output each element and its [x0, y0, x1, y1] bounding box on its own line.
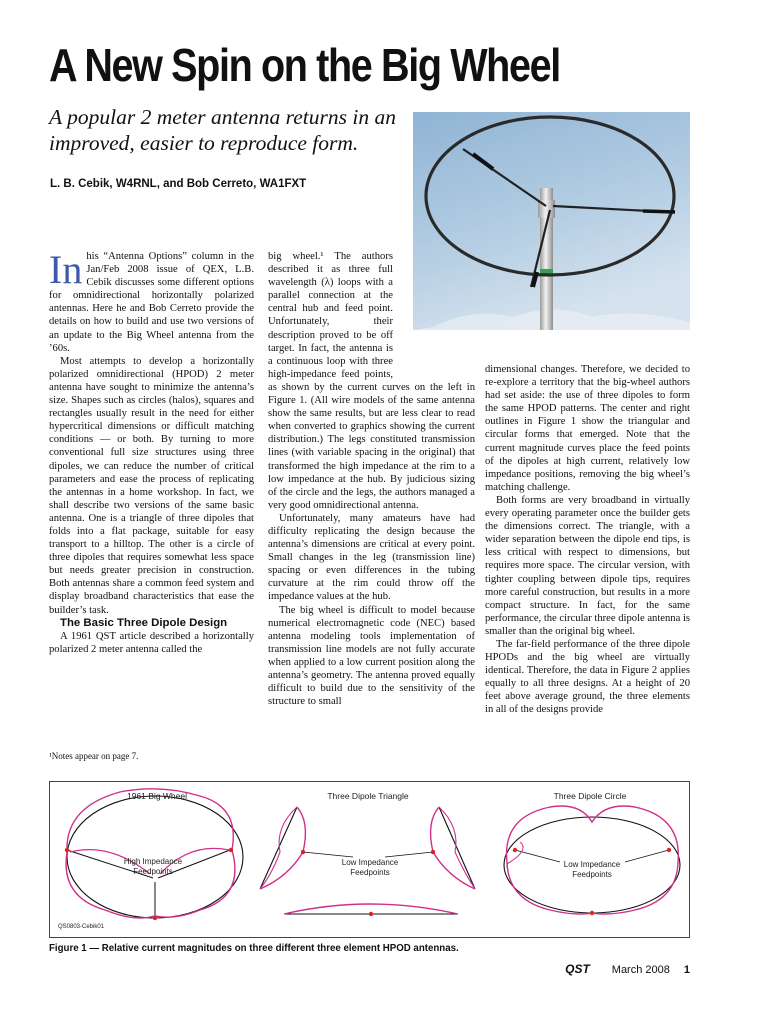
paragraph: Both forms are very broadband in virtually every operating parameter once the builder gets the dimensions correct. The triangle, with a wider separation between the dipole end tips, is less critical with respect to dimensions, but requires more space. The circular version, with tighter coupling between dipole tips, requires more careful construction, but results in a more compact structure. In fact, for the same performance, the circular three dipole antenna is smaller than the original big wheel.: [485, 494, 691, 637]
magazine-logo: QST: [565, 962, 590, 976]
footnote: ¹Notes appear on page 7.: [49, 751, 139, 761]
section-heading: The Basic Three Dipole Design: [60, 616, 228, 629]
big-wheel-outline: [65, 789, 243, 920]
author-byline: L. B. Cebik, W4RNL, and Bob Cerreto, WA1FXT: [50, 178, 307, 190]
panel-title-triangle: Three Dipole Triangle: [327, 791, 409, 801]
paragraph: his “Antenna Options” column in the Jan/Feb 2008 issue of QEX, L.B. Cebik discusses some different options for omnidirectional horizontally polarized antennas. Here he and Bob Cerreto provide the details on how to build and use two versions of an update to the Big Wheel antenna from the ’60s.: [49, 251, 254, 354]
page-footer: [565, 962, 690, 976]
circle-label-line1: Low Impedance: [563, 860, 621, 869]
text-column-2: [268, 250, 475, 708]
figure-file-id: QS0803-Cebik01: [58, 924, 105, 930]
paragraph: Most attempts to develop a horizontally polarized omnidirectional (HPOD) 2 meter antenna have sought to minimize the antenna’s size. Shapes such as circles (halos), squares and rectangles usually result in the need for either hypercritical dimensions or difficult matching conditions — or both. By turning to more conventional full size structures using three dipoles, we can reduce the number of critical parameters and ease the process of replicating the antennas in a home workshop. In fact, we shall describe two versions of the same basic antenna. One is a triangle of three dipoles that folds into a flat package, suitable for easy transport to a hilltop. The other is a circle of three dipoles that requires somewhat less space but needs greater precision in construction. Both antennas share a common feed system and display broadband characteristics that ease the builder’s task.: [49, 355, 254, 616]
paragraph: A 1961 QST article described a horizontally polarized 2 meter antenna called the: [49, 630, 254, 655]
paragraph: The big wheel is difficult to model because numerical electromagnetic code (NEC) based antenna modeling tools implementation of transmission line models are not fully accurate when applied to a low current position along the antenna’s geometry. The antenna proved equally difficult to build due to the sensitivity of the structure to small: [268, 604, 475, 708]
paragraph: big wheel.¹ The authors described it as three full wavelength (λ) loops with a parallel connection at the central hub and feed point. Unfortunately, their description proved to be off target. In fact, the antenna is a continuous loop with three high-impedance feed points, as shown by the current curves on the left in Figure 1. (All wire models of the same antenna show the same results, but are less clear to read when converted to graphics showing the current distribution.) The legs constituted transmission lines (with variable spacing in the original) that transformed the high impedance at the rim to a low impedance at the hub. By judicious sizing of the circle and the legs, the authors managed a very good omnidirectional antenna.: [268, 251, 475, 511]
paragraph: dimensional changes. Therefore, we decided to re-explore a territory that the big-wheel authors had set aside: the use of three dipoles to form the same HPOD patterns. The center and right outlines in Figure 1 show the triangular and circular forms that emerged. Note that the current magnitude curves place the feed points of the dipoles at high current, relatively low impedance positions, removing the big wheel’s matching challenge.: [485, 364, 690, 493]
panel-title-big-wheel: 1961 Big Wheel: [126, 791, 188, 801]
drop-cap: In: [49, 247, 83, 292]
article-subtitle: A popular 2 meter antenna returns in an improved, easier to reproduce form.: [49, 105, 396, 155]
paragraph: Unfortunately, many amateurs have had difficulty replicating the design because the antenna’s dimensions are critical at every point. Small changes in the leg (transmission line) spacing or even differences in the tubing curvature at the rim could throw off the impedance values at the hub.: [268, 512, 475, 603]
big-wheel-label-line2: Feedpoints: [133, 867, 173, 876]
circle-label-line2: Feedpoints: [572, 870, 612, 879]
issue-date: March 2008: [611, 964, 670, 976]
page-number: 1: [683, 964, 690, 976]
article-title: A New Spin on the Big Wheel: [49, 39, 560, 91]
big-wheel-label-line1: High Impedance: [123, 857, 183, 866]
text-column-3: [485, 363, 690, 717]
figure-caption: Figure 1 — Relative current magnitudes on three different three element HPOD antennas.: [49, 943, 459, 954]
triangle-label-line2: Feedpoints: [350, 868, 390, 877]
figure-1-diagram: [50, 782, 689, 937]
figure-1: [49, 781, 690, 938]
triangle-label-line1: Low Impedance: [341, 858, 399, 867]
paragraph: The far-field performance of the three dipole HPODs and the big wheel are virtually identical. Therefore, the data in Figure 2 applies equally to all three designs. At a height of 20 feet above average ground, the three elements in all of the designs provide: [485, 638, 690, 716]
text-column-1: [49, 247, 254, 656]
panel-title-circle: Three Dipole Circle: [553, 791, 627, 801]
